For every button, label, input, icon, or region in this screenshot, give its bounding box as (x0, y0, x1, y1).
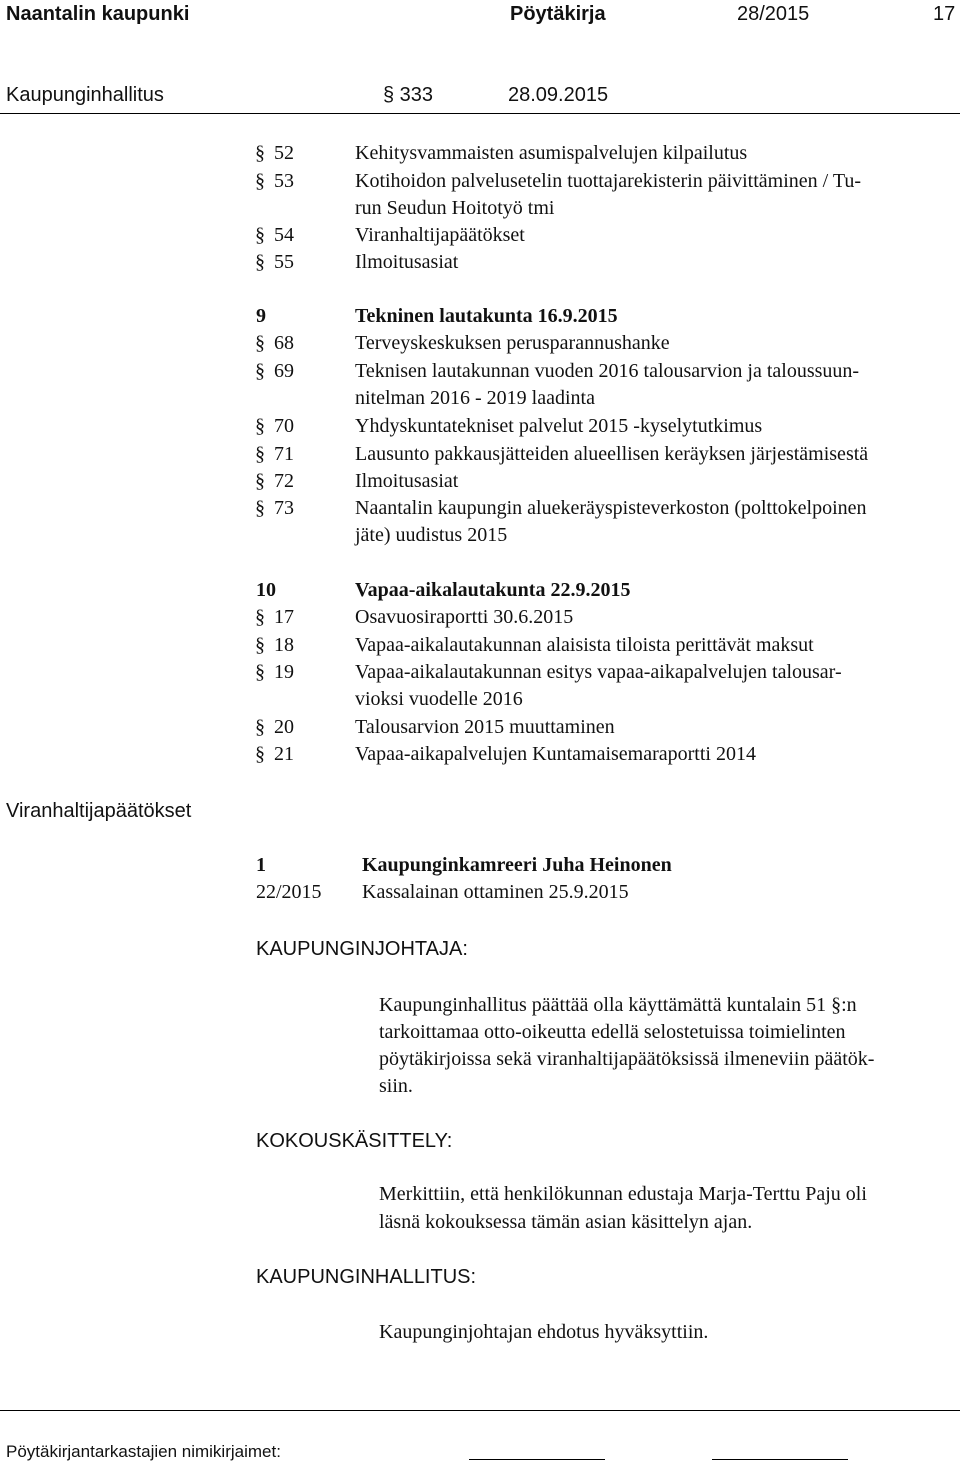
section-sign: § (255, 661, 265, 683)
municipality-name: Naantalin kaupunki (6, 3, 190, 25)
item-title: Naantalin kaupungin aluekeräyspisteverkoston (polttokelpoinen (355, 497, 867, 519)
item-number: 17 (274, 606, 294, 628)
group-number: 9 (256, 305, 266, 327)
list-item (0, 743, 960, 770)
item-title-continued: run Seudun Hoitotyö tmi (355, 197, 555, 219)
list-item (0, 170, 960, 197)
meeting-date: 28.09.2015 (508, 84, 609, 106)
item-number: 52 (274, 142, 294, 164)
meeting-body: Kaupunginhallitus (6, 84, 164, 106)
item-number: 72 (274, 470, 294, 492)
section-sign: § (255, 606, 265, 628)
item-number: 71 (274, 443, 294, 465)
block-label-meeting-handling: KOKOUSKÄSITTELY: (256, 1130, 453, 1152)
list-item (0, 224, 960, 251)
item-title-continued: vioksi vuodelle 2016 (355, 688, 523, 710)
list-item-continuation (0, 197, 960, 224)
block-text-line: tarkoittamaa otto-oikeutta edellä selostetuissa toimielinten (379, 1021, 846, 1043)
item-title: Ilmoitusasiat (355, 251, 459, 273)
section-sign: § (255, 634, 265, 656)
section-sign: § (255, 716, 265, 738)
list-item (0, 497, 960, 524)
section-sign: § (255, 251, 265, 273)
item-number: 54 (274, 224, 294, 246)
document-type: Pöytäkirja (510, 3, 606, 25)
list-item (0, 716, 960, 743)
block-text-line: läsnä kokouksessa tämän asian käsittelyn ajan. (379, 1211, 753, 1233)
item-title: Ilmoitusasiat (355, 470, 459, 492)
header-divider (0, 113, 960, 114)
group-title: Vapaa-aikalautakunta 22.9.2015 (355, 579, 631, 601)
list-item (0, 634, 960, 661)
side-label-official-decisions: Viranhaltijapäätökset (6, 800, 192, 822)
official-title: Kaupunginkamreeri Juha Heinonen (362, 854, 672, 876)
item-number: 73 (274, 497, 294, 519)
decision-number: 22/2015 (256, 881, 322, 903)
official-number: 1 (256, 854, 266, 876)
group-heading (0, 579, 960, 606)
footer-divider (0, 1410, 960, 1411)
group-number: 10 (256, 579, 276, 601)
section-sign: § (255, 415, 265, 437)
item-number: 53 (274, 170, 294, 192)
list-item (0, 142, 960, 169)
section-number: § 333 (383, 84, 434, 106)
item-title: Lausunto pakkausjätteiden alueellisen keräyksen järjestämisestä (355, 443, 869, 465)
item-title: Viranhaltijapäätökset (355, 224, 525, 246)
item-title: Vapaa-aikalautakunnan alaisista tiloista perittävät maksut (355, 634, 814, 656)
section-sign: § (255, 470, 265, 492)
list-item-continuation (0, 387, 960, 414)
item-title: Kehitysvammaisten asumispalvelujen kilpailutus (355, 142, 748, 164)
document-number: 28/2015 (737, 3, 810, 25)
item-title: Teknisen lautakunnan vuoden 2016 talousarvion ja taloussuun- (355, 360, 860, 382)
list-item (0, 443, 960, 470)
section-sign: § (255, 224, 265, 246)
page-number: 17 (933, 3, 956, 25)
list-item (0, 470, 960, 497)
list-item (0, 360, 960, 387)
block-text-line: Kaupunginjohtajan ehdotus hyväksyttiin. (379, 1321, 709, 1343)
item-title-continued: jäte) uudistus 2015 (355, 524, 508, 546)
item-number: 68 (274, 332, 294, 354)
item-title: Kotihoidon palvelusetelin tuottajarekisterin päivittäminen / Tu- (355, 170, 862, 192)
block-text-line: pöytäkirjoissa sekä viranhaltijapäätöksissä ilmeneviin päätök- (379, 1048, 875, 1070)
block-label-city-board: KAUPUNGINHALLITUS: (256, 1266, 477, 1288)
section-sign: § (255, 497, 265, 519)
decision-title: Kassalainan ottaminen 25.9.2015 (362, 881, 629, 903)
item-title: Vapaa-aikalautakunnan esitys vapaa-aikapalvelujen talousar- (355, 661, 842, 683)
group-title: Tekninen lautakunta 16.9.2015 (355, 305, 618, 327)
block-label-mayor: KAUPUNGINJOHTAJA: (256, 938, 468, 960)
signature-line (469, 1459, 605, 1460)
signature-line (712, 1459, 848, 1460)
section-sign: § (255, 743, 265, 765)
list-item (0, 606, 960, 633)
section-sign: § (255, 443, 265, 465)
item-number: 18 (274, 634, 294, 656)
list-item (0, 661, 960, 688)
item-title: Vapaa-aikapalvelujen Kuntamaisemaraportti 2014 (355, 743, 756, 765)
section-sign: § (255, 170, 265, 192)
item-title: Terveyskeskuksen perusparannushanke (355, 332, 670, 354)
item-number: 55 (274, 251, 294, 273)
item-number: 21 (274, 743, 294, 765)
item-number: 70 (274, 415, 294, 437)
list-item (0, 415, 960, 442)
item-number: 69 (274, 360, 294, 382)
block-text-line: Kaupunginhallitus päättää olla käyttämättä kuntalain 51 §:n (379, 994, 857, 1016)
group-heading (0, 305, 960, 332)
item-number: 19 (274, 661, 294, 683)
item-number: 20 (274, 716, 294, 738)
block-text-line: siin. (379, 1075, 413, 1097)
item-title-continued: nitelman 2016 - 2019 laadinta (355, 387, 595, 409)
section-sign: § (255, 142, 265, 164)
section-sign: § (255, 360, 265, 382)
section-sign: § (255, 332, 265, 354)
block-text-line: Merkittiin, että henkilökunnan edustaja Marja-Terttu Paju oli (379, 1183, 867, 1205)
list-item (0, 251, 960, 278)
signature-label: Pöytäkirjantarkastajien nimikirjaimet: (6, 1442, 281, 1461)
item-title: Osavuosiraportti 30.6.2015 (355, 606, 574, 628)
item-title: Yhdyskuntatekniset palvelut 2015 -kyselytutkimus (355, 415, 763, 437)
item-title: Talousarvion 2015 muuttaminen (355, 716, 615, 738)
list-item (0, 332, 960, 359)
list-item-continuation (0, 688, 960, 715)
list-item-continuation (0, 524, 960, 551)
